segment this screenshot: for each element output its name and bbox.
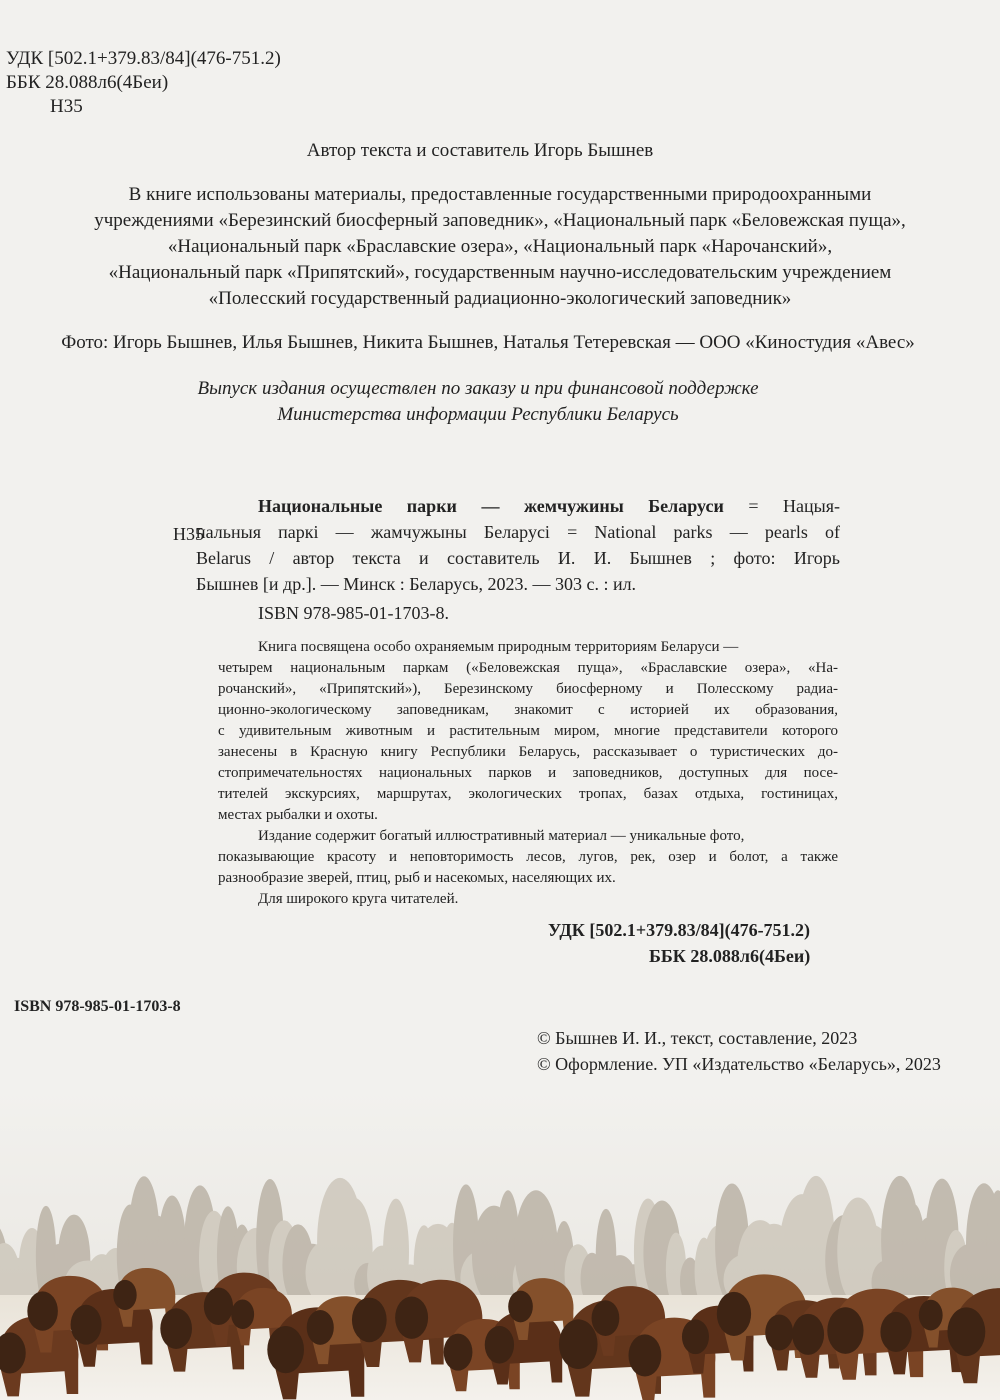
annotation-line-11: показывающие красоту и неповторимость лесов, лугов, рек, озер и болот, а также <box>218 849 838 865</box>
materials-line-4: «Национальный парк «Припятский», государственным научно-исследовательским учреждением <box>108 262 892 283</box>
copyright-text: © Бышнев И. И., текст, составление, 2023 <box>537 1028 858 1048</box>
support-line-2: Министерства информации Республики Беларусь <box>277 404 679 425</box>
catalog-title-rest: = Нацыя- <box>723 496 840 516</box>
udk-classification: УДК [502.1+379.83/84](476-751.2) <box>548 920 811 940</box>
copyright-design: © Оформление. УП «Издательство «Беларусь», 2023 <box>537 1054 941 1074</box>
annotation-line-2: четырем национальным паркам («Беловежская пуща», «Браславские озера», «На- <box>218 660 838 676</box>
materials-line-1: В книге использованы материалы, предоставленные государственными природоохранными <box>128 184 872 205</box>
isbn-bottom: ISBN 978-985-01-1703-8 <box>14 998 181 1015</box>
annotation-line-8: тителей экскурсиях, маршрутах, экологических тропах, базах отдыха, гостиницах, <box>218 786 838 802</box>
annotation-line-7: стопримечательностях национальных парков и заповедников, доступных для посе- <box>218 765 838 781</box>
annotation-line-4: ционно-экологическому заповедникам, знакомит с историей их образования, <box>218 702 838 718</box>
photos-credit: Фото: Игорь Бышнев, Илья Бышнев, Никита Бышнев, Наталья Тетеревская — ООО «Киностудия «Авес» <box>61 332 915 353</box>
annotation-line-9: местах рыбалки и охоты. <box>218 807 378 823</box>
catalog-title: Национальные парки — жемчужины Беларуси <box>258 496 724 516</box>
udk-header: УДК [502.1+379.83/84](476-751.2) <box>6 48 281 69</box>
annotation-line-12: разнообразие зверей, птиц, рыб и насекомых, населяющих их. <box>218 870 616 886</box>
annotation-line-10: Издание содержит богатый иллюстративный материал — уникальные фото, <box>258 828 745 844</box>
bbk-classification: ББК 28.088л6(4Беи) <box>649 946 811 966</box>
materials-line-2: учреждениями «Березинский биосферный заповедник», «Национальный парк «Беловежская пуща», <box>94 210 906 231</box>
annotation-line-5: с удивительным животным и растительным миром, многие представители которого <box>218 723 838 739</box>
bison-herd-image <box>0 1090 1000 1400</box>
catalog-code: Н35 <box>173 524 204 544</box>
annotation-line-13: Для широкого круга читателей. <box>258 891 459 907</box>
catalog-isbn: ISBN 978-985-01-1703-8. <box>258 603 449 623</box>
support-line-1: Выпуск издания осуществлен по заказу и при финансовой поддержке <box>197 378 759 399</box>
catalog-line-2: нальныя паркі — жамчужыны Беларусі = National parks — pearls of <box>196 522 840 542</box>
annotation-line-3: рочанский», «Припятский»), Березинскому биосферному и Полесскому радиа- <box>218 681 838 697</box>
author-code-header: Н35 <box>50 96 83 117</box>
catalog-line-3: Belarus / автор текста и составитель И. И. Бышнев ; фото: Игорь <box>196 548 840 568</box>
materials-line-3: «Национальный парк «Браславские озера», «Национальный парк «Нарочанский», <box>167 236 833 257</box>
materials-line-5: «Полесский государственный радиационно-экологический заповедник» <box>208 288 792 309</box>
annotation-line-6: занесены в Красную книгу Республики Беларусь, рассказывает о туристических до- <box>218 744 838 760</box>
annotation-line-1: Книга посвящена особо охраняемым природным территориям Беларуси — <box>258 639 739 655</box>
bbk-header: ББК 28.088л6(4Беи) <box>6 72 169 93</box>
catalog-line-1 <box>258 494 840 518</box>
catalog-line-4: Бышнев [и др.]. — Минск : Беларусь, 2023. — 303 с. : ил. <box>196 574 637 594</box>
author-line: Автор текста и составитель Игорь Бышнев <box>306 140 654 161</box>
